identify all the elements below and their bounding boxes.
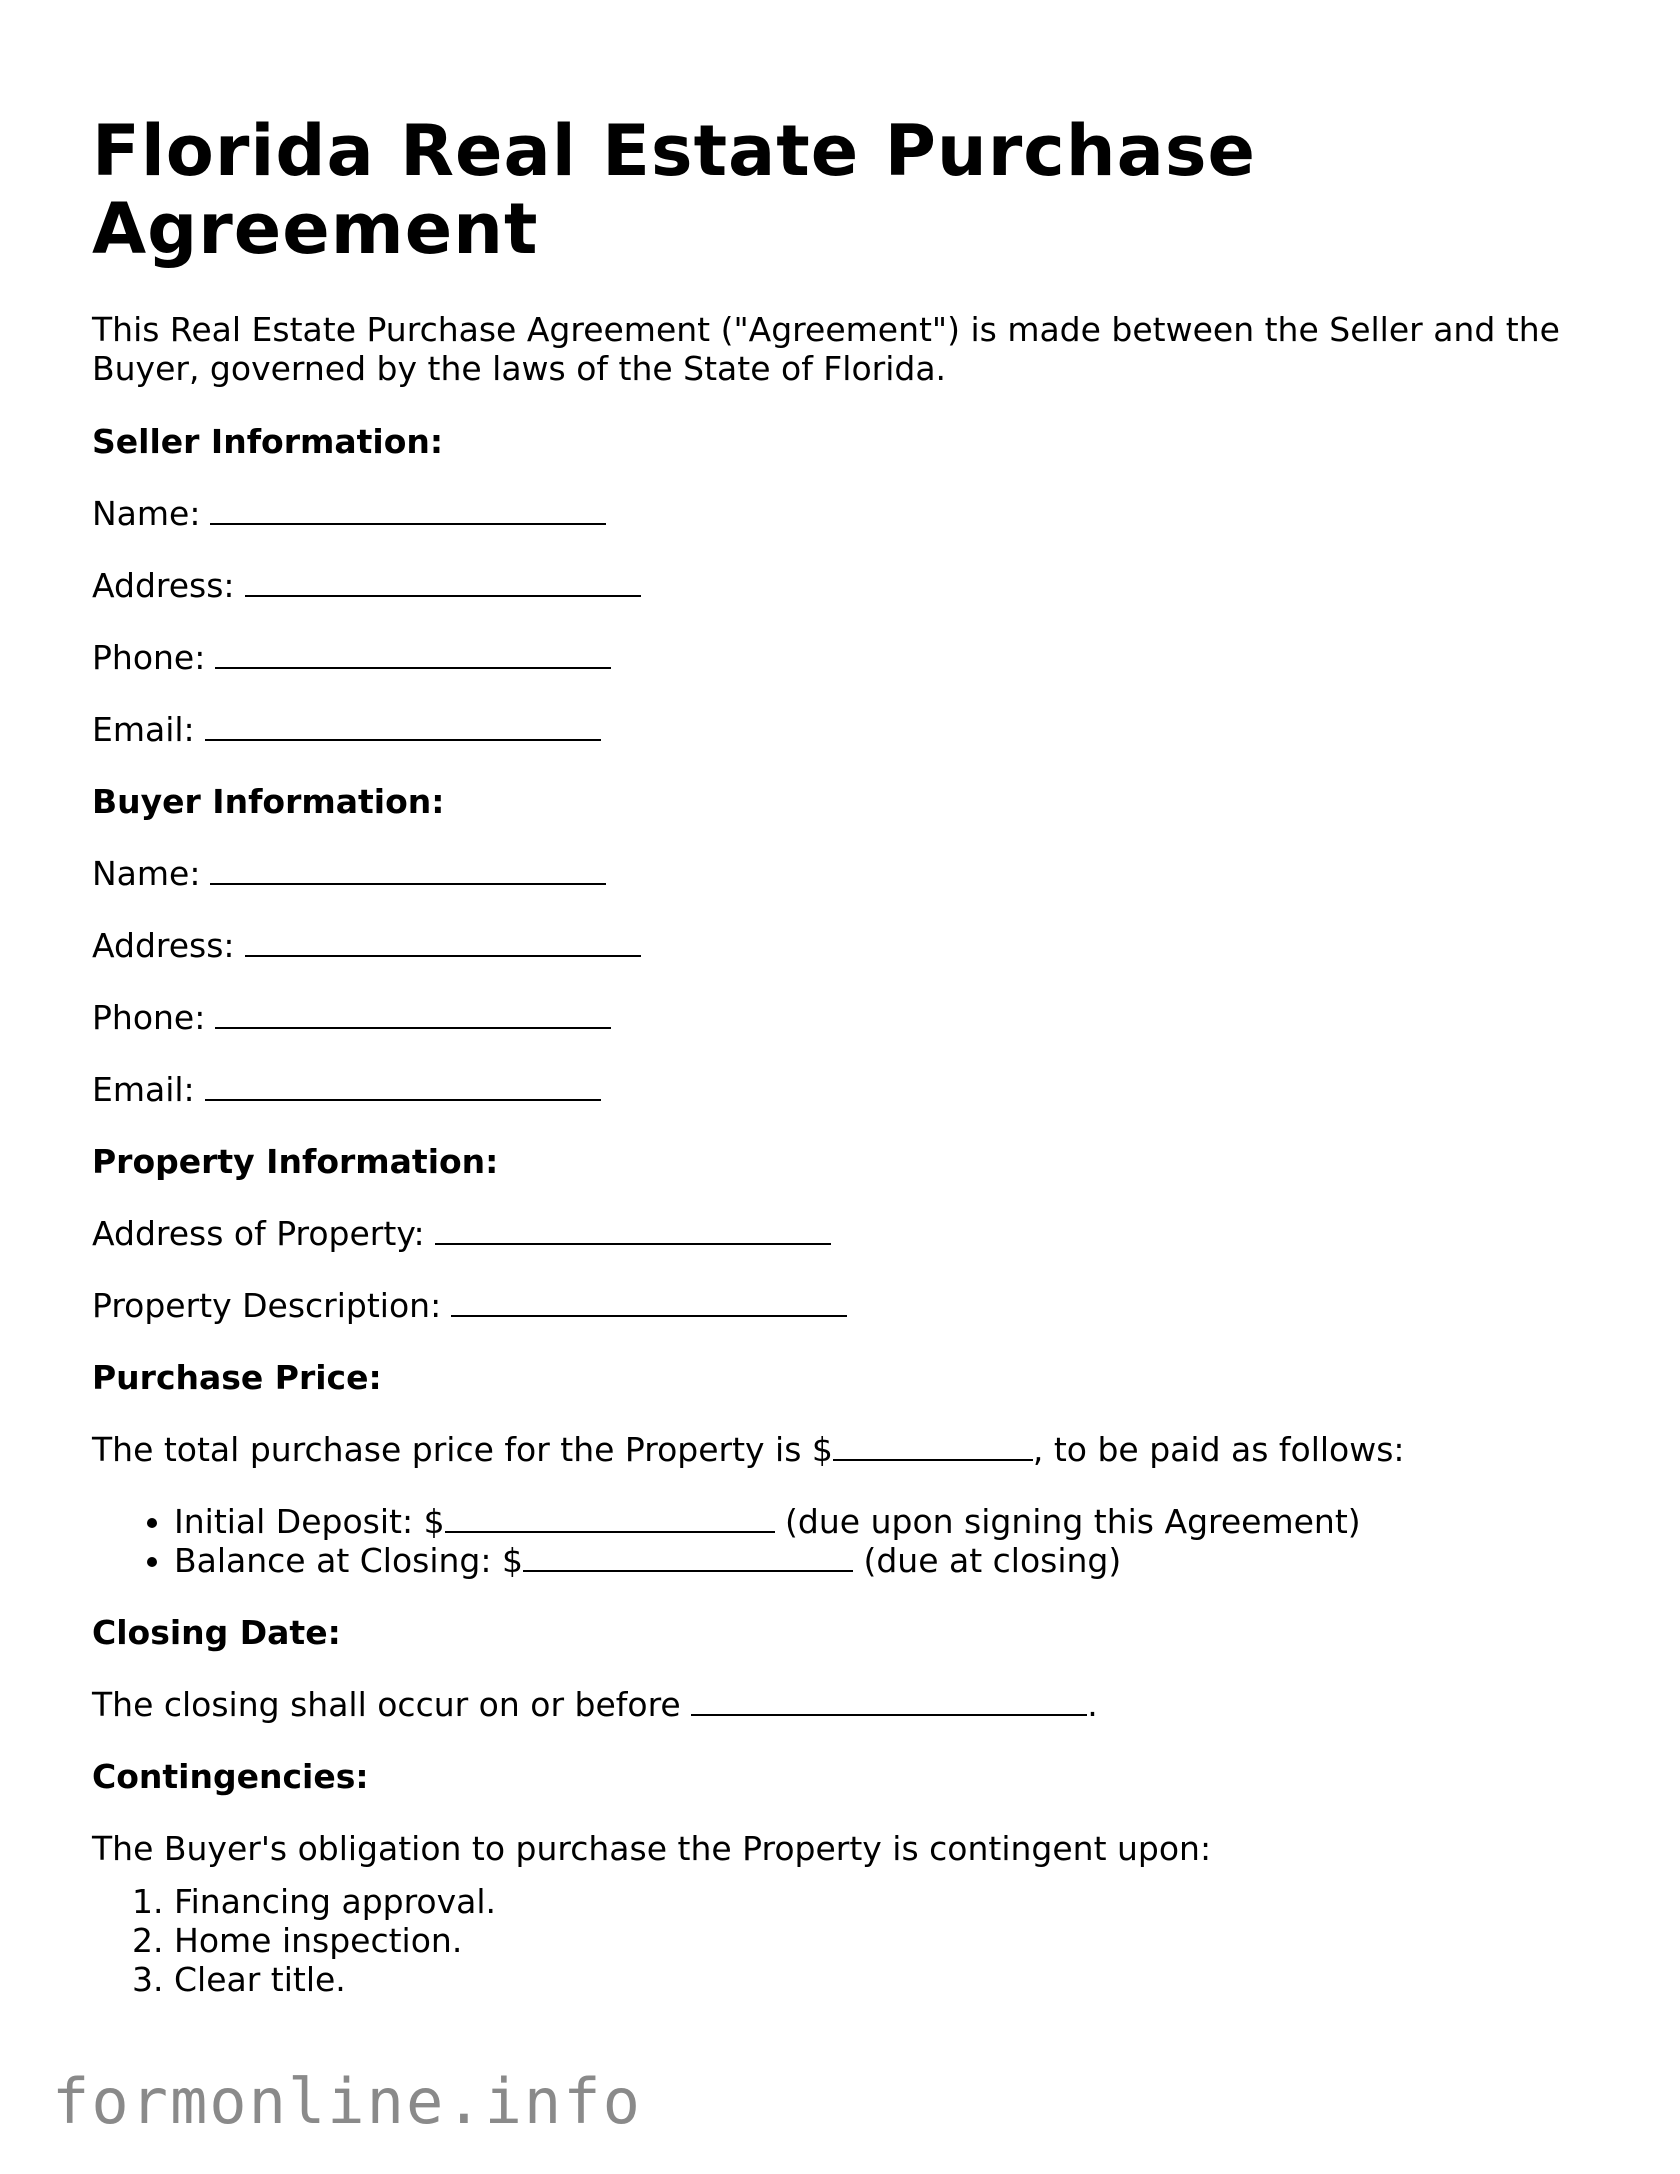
- balance-closing-note: (due at closing): [852, 1541, 1122, 1580]
- property-description-blank[interactable]: [451, 1289, 847, 1317]
- initial-deposit-label: Initial Deposit: $: [174, 1502, 445, 1541]
- purchase-price-after: , to be paid as follows:: [1032, 1430, 1405, 1469]
- closing-date-after: .: [1087, 1685, 1098, 1724]
- list-item: 3. Clear title.: [174, 1960, 1592, 1999]
- purchase-price-blank[interactable]: [833, 1433, 1033, 1461]
- buyer-address-label: Address:: [92, 926, 235, 965]
- buyer-heading: Buyer Information:: [92, 782, 445, 821]
- contingencies-heading: Contingencies:: [92, 1757, 369, 1796]
- buyer-phone-field: [92, 998, 1592, 1037]
- seller-address-label: Address:: [92, 566, 235, 605]
- balance-closing-blank[interactable]: [523, 1544, 853, 1572]
- document-title: Florida Real Estate Purchase Agreement: [92, 110, 1256, 270]
- list-item: 2. Home inspection.: [174, 1921, 1592, 1960]
- property-address-field: [92, 1214, 1592, 1253]
- purchase-price-text: [92, 1430, 1592, 1469]
- buyer-name-blank[interactable]: [210, 857, 606, 885]
- buyer-phone-label: Phone:: [92, 998, 206, 1037]
- watermark: formonline.info: [52, 2065, 642, 2138]
- document-page: [92, 112, 1592, 2032]
- seller-name-blank[interactable]: [210, 497, 606, 525]
- closing-date-text: [92, 1685, 1592, 1724]
- seller-email-field: [92, 710, 1592, 749]
- property-address-label: Address of Property:: [92, 1214, 425, 1253]
- property-description-label: Property Description:: [92, 1286, 442, 1325]
- seller-email-blank[interactable]: [205, 713, 601, 741]
- closing-date-before: The closing shall occur on or before: [92, 1685, 692, 1724]
- purchase-price-before: The total purchase price for the Property is $: [92, 1430, 833, 1469]
- seller-name-field: [92, 494, 1592, 533]
- list-item: [174, 1541, 1592, 1580]
- closing-date-heading: Closing Date:: [92, 1613, 341, 1652]
- seller-phone-blank[interactable]: [215, 641, 611, 669]
- buyer-email-label: Email:: [92, 1070, 195, 1109]
- balance-closing-label: Balance at Closing: $: [174, 1541, 523, 1580]
- initial-deposit-blank[interactable]: [445, 1505, 775, 1533]
- seller-email-label: Email:: [92, 710, 195, 749]
- buyer-name-field: [92, 854, 1592, 893]
- seller-phone-label: Phone:: [92, 638, 206, 677]
- buyer-name-label: Name:: [92, 854, 201, 893]
- property-description-field: [92, 1286, 1592, 1325]
- seller-address-field: [92, 566, 1592, 605]
- contingencies-list: [92, 1882, 1592, 1999]
- initial-deposit-note: (due upon signing this Agreement): [774, 1502, 1361, 1541]
- list-item: [174, 1502, 1592, 1541]
- buyer-email-blank[interactable]: [205, 1073, 601, 1101]
- intro-paragraph: This Real Estate Purchase Agreement ("Agreement") is made between the Seller and the Buyer, governed by the laws of the State of Florida.: [92, 310, 1560, 388]
- buyer-email-field: [92, 1070, 1592, 1109]
- seller-address-blank[interactable]: [245, 569, 641, 597]
- buyer-address-field: [92, 926, 1592, 965]
- contingencies-intro: The Buyer's obligation to purchase the Property is contingent upon:: [92, 1829, 1212, 1868]
- payment-list: [92, 1502, 1592, 1580]
- property-address-blank[interactable]: [435, 1217, 831, 1245]
- purchase-price-heading: Purchase Price:: [92, 1358, 382, 1397]
- property-heading: Property Information:: [92, 1142, 499, 1181]
- seller-name-label: Name:: [92, 494, 201, 533]
- list-item: 1. Financing approval.: [174, 1882, 1592, 1921]
- buyer-phone-blank[interactable]: [215, 1001, 611, 1029]
- closing-date-blank[interactable]: [691, 1688, 1087, 1716]
- seller-heading: Seller Information:: [92, 422, 444, 461]
- buyer-address-blank[interactable]: [245, 929, 641, 957]
- seller-phone-field: [92, 638, 1592, 677]
